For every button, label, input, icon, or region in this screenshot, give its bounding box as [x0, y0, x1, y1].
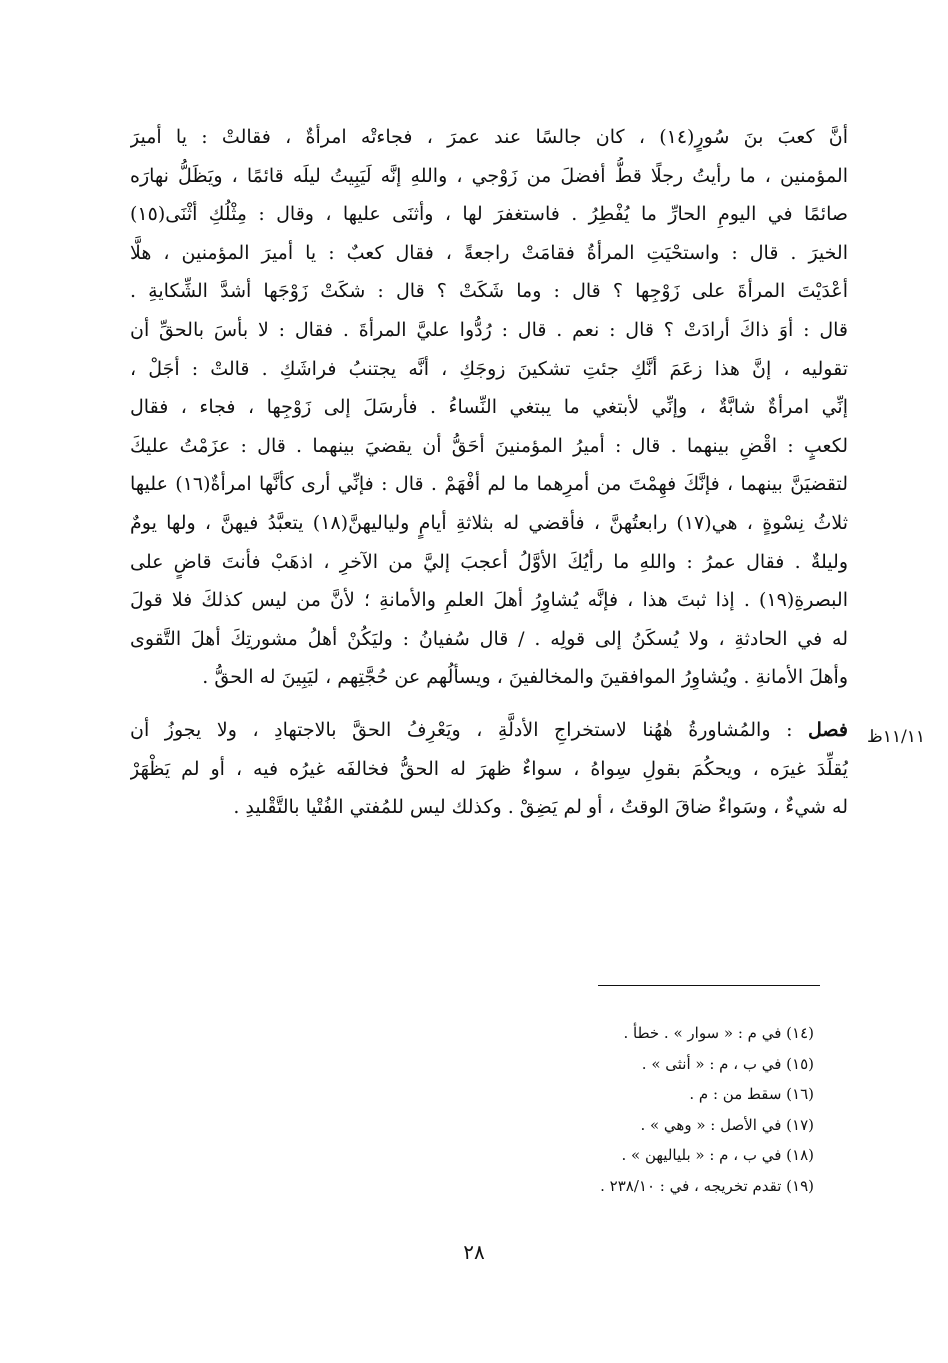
text-line: لكعبٍ : اقْضِ بينهما . قال : أميرُ المؤمنينَ أحَقُّ أن يقضيَ بينهما . قال : عزَمْتُ عليكَ: [130, 434, 848, 457]
text-line: ثلاثُ نِسْوةٍ ، هي(١٧) رابعتُهنَّ ، فأقضي له بثلاثةِ أيامٍ ولياليهنَّ(١٨) يتعبَّدُ فيهنَّ ، ولها يومٌ: [130, 511, 848, 534]
text-line: يُقلِّدَ غيرَه ، ويحكُمَ بقولِ سِواهُ ، سواءٌ ظهرَ له الحقُّ فخالفَه غيرُه فيه ، أو لم يَظْهَرْ: [130, 757, 848, 780]
fasl-heading: فصل: [808, 718, 848, 741]
text-line: المؤمنين ، ما رأيتُ رجلًا قطُّ أفضلَ من زَوْجي ، واللهِ إنَّه لَيَبِيتُ ليلَه قائمًا ، ويَظَلُّ نهارَه: [130, 164, 848, 187]
text-line: قال : أوَ ذاكَ أرادَتْ ؟ قال : نعم . قال : رُدُّوا عليَّ المرأةَ . فقال : لا بأسَ بالحقِّ أن: [130, 318, 848, 341]
text-line: تقوليه ، إنَّ هذا زعَمَ أنَّكِ جئتِ تشكينَ زوجَكِ ، أنَّه يجتنبُ فراشَكِ . قالتْ : أجَلْ ،: [130, 357, 848, 380]
text-line: صائمًا في اليومِ الحارِّ ما يُفْطِرُ . فاستغفرَ لها ، وأثنَى عليها ، وقال : مِثْلُكِ أثْنَى(١٥): [130, 203, 848, 226]
text-line: أعْدَيْتَ المرأةَ على زَوْجِها ؟ قال : وما شَكَتْ ؟ قال : شكَتْ زَوْجَها أشدَّ الشِّكايةِ .: [130, 280, 848, 303]
text-line: وأهلَ الأمانةِ . ويُشاوِرُ الموافقينَ والمخالفينَ ، ويسألُهم عن حُجَّتِهم ، ليَبِينَ له الحقُّ .: [202, 666, 848, 689]
text-line: أنَّ كعبَ بنَ سُورٍ(١٤) ، كان جالسًا عند عمرَ ، فجاءتْه امرأةٌ ، فقالتْ : يا أميرَ: [130, 126, 848, 148]
main-text-body: [130, 118, 848, 827]
footnote-item: (١٩) تقدم تخريجه ، في : ٢٣٨/١٠ .: [600, 1176, 814, 1195]
footnote-separator: [598, 985, 820, 986]
footnotes: [440, 1018, 814, 1201]
text-line: له في الحادثةِ ، ولا يُسكَنُ إلى قولِه . / قال سُفيانُ : وليَكُنْ أهلُ مشورتِكَ أهلَ التَّقوى: [130, 627, 848, 650]
footnote-item: (١٨) في ب ، م : « بلياليهن » .: [621, 1146, 814, 1164]
text-line: لتقضيَنَّ بينهما ، فإنَّكَ فهِمْتَ من أمرِهما ما لم أفْهَمْ . قال : فإنِّي أرى كأنَّها امرأةٌ(١٦) عليها: [130, 473, 848, 496]
margin-folio-note: ١١/١١ظ: [867, 727, 925, 747]
text-line-fasl: [130, 711, 848, 750]
text-line: البصرةِ(١٩) . إذا ثبتَ هذا ، فإنَّه يُشاوِرُ أهلَ العلمِ والأمانةِ ؛ لأنَّ من ليس كذلكَ فلا قولَ: [130, 589, 848, 612]
text-line: وليلةٌ . فقال عمرُ : واللهِ ما رأيُكَ الأوَّلُ أعجبَ إليَّ من الآخرِ ، اذهَبْ فأنتَ قاضٍ على: [130, 550, 848, 573]
text-line: له شيءٌ ، وسَواءٌ ضاقَ الوقتُ ، أو لم يَضِقْ . وكذلك ليس للمُفتي الفُتْيا بالتَّقْليدِ .: [233, 796, 848, 819]
paragraph-gap: [130, 697, 848, 711]
footnote-item: (١٧) في الأصل : « وهي » .: [640, 1115, 814, 1134]
text-line: إنِّي امرأةٌ شابَّةٌ ، وإنِّي لأبتغي ما يبتغي النِّساءُ . فأرسَلَ إلى زَوْجِها ، فجاء ، فقال: [130, 396, 848, 419]
fasl-text: : والمُشاورةُ هٰهُنا لاستخراجِ الأدلَّةِ ، ويَعْرِفُ الحقَّ بالاجتهادِ ، ولا يجوزُ أن: [130, 718, 793, 741]
text-line: الخيرَ . قال : واستحْيَتِ المرأةُ فقامَتْ راجعةً ، فقال كعبٌ : يا أميرَ المؤمنين ، هلَّا: [130, 241, 848, 264]
page-number: ٢٨: [463, 1240, 485, 1264]
footnote-item: (١٥) في ب ، م : « أنثى » .: [641, 1054, 814, 1073]
footnote-item: (١٤) في م : « سوار » . خطأ .: [623, 1024, 814, 1042]
footnote-item: (١٦) سقط من : م .: [689, 1085, 814, 1103]
